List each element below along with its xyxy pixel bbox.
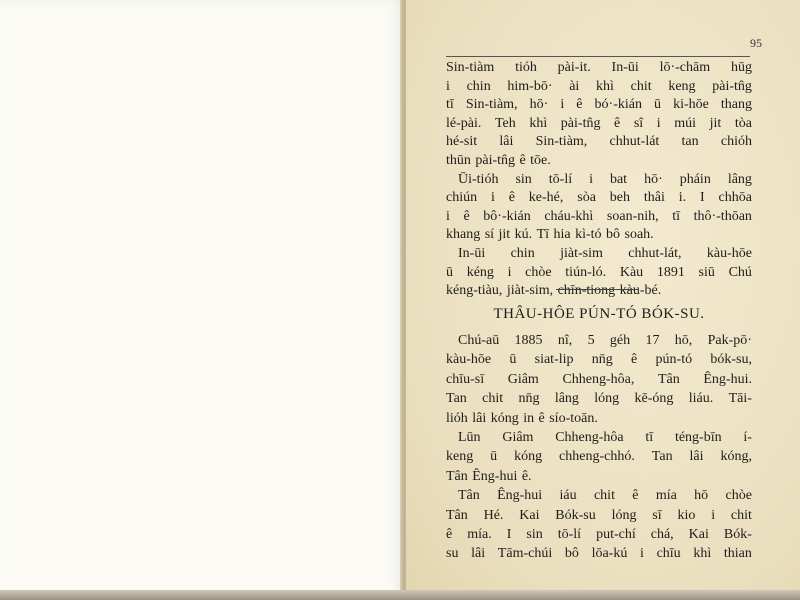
text-line: thūn pài-tn̂g ê tōe. <box>446 152 551 168</box>
page-number: 95 <box>750 36 762 50</box>
text-line: Tân Êng-hui iáu chit ê mía hō chòe <box>458 488 752 504</box>
text-line: keng ū kóng chheng-chhó. Tan lâi kóng, <box>446 449 752 465</box>
text-line: Chú-aū 1885 nî, 5 géh 17 hō, Pak-pō· <box>458 333 752 348</box>
text-line: khang sí jit kú. Tī hia kì-tó bô soah. <box>446 227 654 243</box>
text-line: lióh lâi kóng in ê sío-toān. <box>446 410 598 426</box>
text-line: In-ūi chin jiàt-sim chhut-lát, kàu-hōe <box>458 245 752 261</box>
text-line: kàu-hōe ū siat-lip nn̄g ê pún-tó bók-su, <box>446 352 752 368</box>
text-line: chīu-sī Giâm Chheng-hôa, Tân Êng-hui. <box>446 371 752 387</box>
text-line: tī Sin-tiàm, hō· i ê bó·-kián ū ki-hōe thang <box>446 97 752 113</box>
text-line: Tan chit nn̄g lâng lóng kē-óng liáu. Tāi- <box>446 391 752 407</box>
text-line: ê mía. I sin tō-lí put-chí chá, Kai Bók- <box>446 527 752 543</box>
text-line: ū kéng i chòe tiún-ló. Kàu 1891 siū Chú <box>446 264 752 280</box>
text-line: Ūi-tióh sin tō-lí i bat hō· pháin lâng <box>458 171 752 187</box>
text-line: Tân Hé. Kai Bók-su lóng sī kio i chit <box>446 507 752 523</box>
text-line: Sin-tiàm tióh pài-it. In-ūi lō·-chām hūg <box>446 60 752 75</box>
bottom-text-block <box>446 331 752 564</box>
page-bottom-edge <box>0 590 800 600</box>
text-line: lé-pài. Teh khì pài-tn̂g ê sî i múi jit tòa <box>446 115 752 131</box>
text-line: su lâi Tām-chúi bô lōa-kú i chīu khì thian <box>446 546 752 562</box>
text-line: kéng-tiàu, jiàt-sim, chīn-tiong kàu-bé. <box>446 283 662 299</box>
text-line: hé-sit lâi Sin-tiàm, chhut-lát tan chióh <box>446 134 752 150</box>
text-line: i ê bô·-kián cháu-khì soan-nih, tī thô·-thōan <box>446 208 752 224</box>
section-divider <box>556 289 638 290</box>
text-line: i chin him-bō· ài khì chit keng pài-tn̂g <box>446 78 752 94</box>
text-line: chiún i ê ke-hé, sòa beh thâi i. I chhōa <box>446 190 752 206</box>
section-heading: THÂU-HÔE PÚN-TÓ BÓK-SU. <box>493 306 705 322</box>
text-line: Lūn Giâm Chheng-hôa tī téng-bīn í- <box>458 430 752 446</box>
header-rule <box>446 56 750 57</box>
text-line: Tân Êng-hui ê. <box>446 468 532 484</box>
top-text-block <box>446 59 752 301</box>
